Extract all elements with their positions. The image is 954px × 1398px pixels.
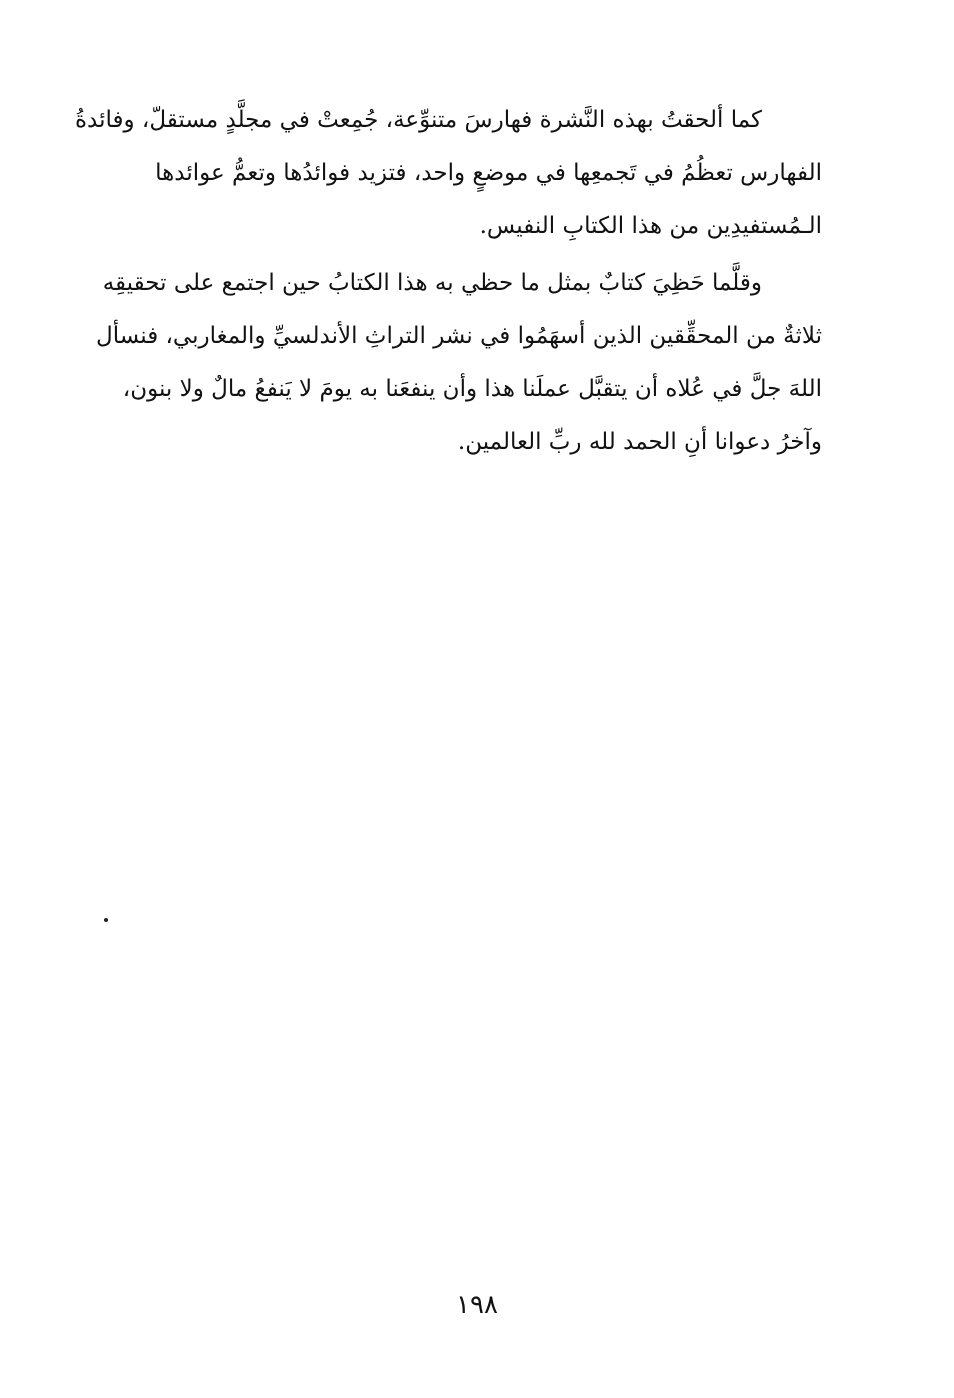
body-text xyxy=(74,94,822,469)
page-number: ١٩٨ xyxy=(456,1290,498,1320)
text-line: وقلَّما حَظِيَ كتابٌ بمثل ما حظي به هذا الكتابُ حين اجتمع على تحقيقِه xyxy=(102,270,762,296)
paragraph-2 xyxy=(84,257,822,469)
text-line: كما ألحقتُ بهذه النَّشرة فهارسَ متنوِّعة، جُمِعتْ في مجلَّدٍ مستقلّ، وفائدةُ xyxy=(74,107,762,133)
text-line: ثلاثةٌ من المحقِّقين الذين أسهَمُوا في نشر التراثِ الأندلسيِّ والمغاربي، فنسأل xyxy=(96,323,822,349)
stray-dot xyxy=(104,918,108,922)
paragraph-1 xyxy=(74,94,822,253)
text-line: وآخرُ دعوانا أنِ الحمد لله ربِّ العالمين. xyxy=(457,429,822,455)
text-line: اللهَ جلَّ في عُلاه أن يتقبَّل عملَنا هذا وأن ينفعَنا به يومَ لا يَنفعُ مالٌ ولا بنون، xyxy=(122,376,822,402)
text-line: الفهارس تعظُمُ في تَجمعِها في موضعٍ واحد، فتزيد فوائدُها وتعمُّ عوائدها xyxy=(155,160,822,186)
text-line: الـمُستفيدِين من هذا الكتابِ النفيس. xyxy=(479,213,822,239)
